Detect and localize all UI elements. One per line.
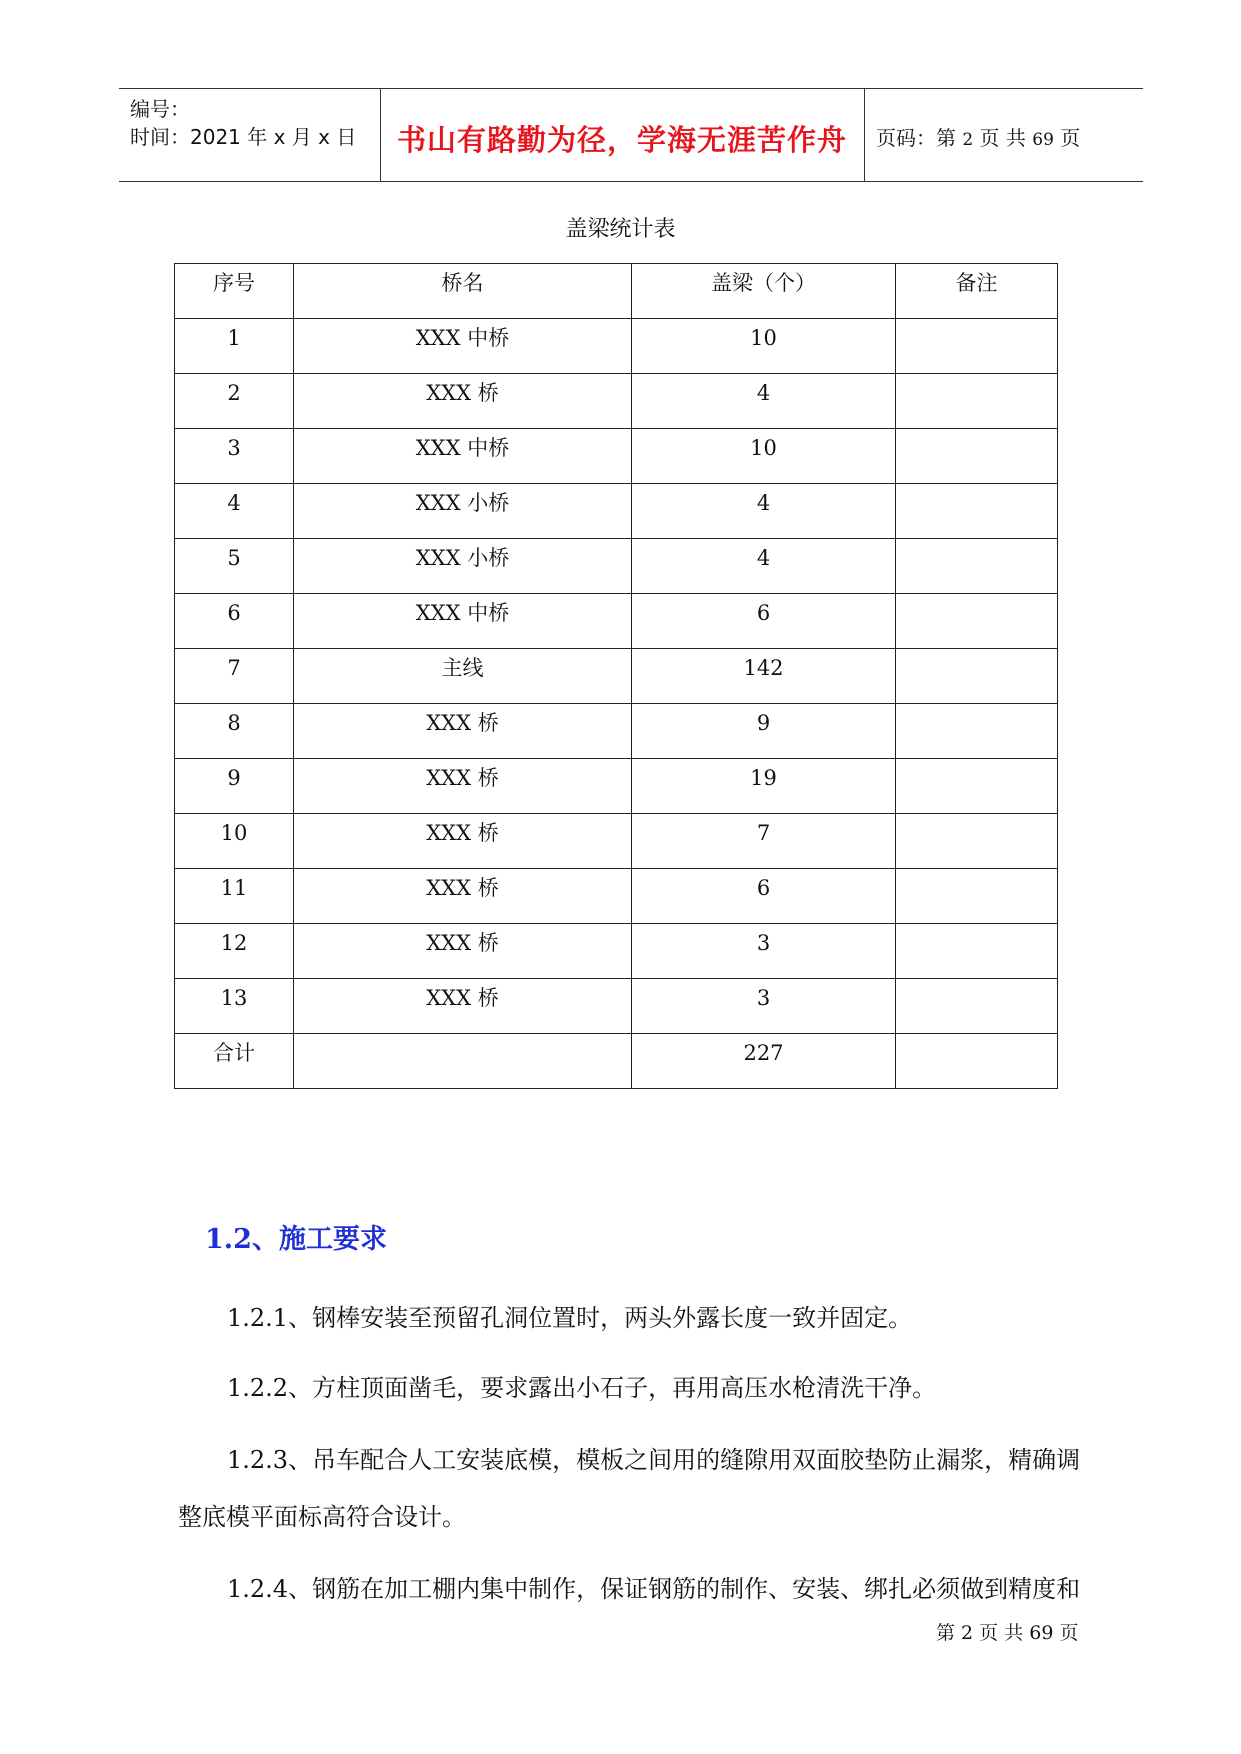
cell-bridge-name: XXX 桥 [294,374,632,429]
col-header-bridge-name: 桥名 [294,264,632,319]
table-row [175,704,1058,759]
cell-capbeam-count: 3 [632,924,896,979]
cell-index: 7 [175,649,294,704]
cell-capbeam-count: 9 [632,704,896,759]
cell-index: 13 [175,979,294,1034]
cell-index: 5 [175,539,294,594]
cell-bridge-name: 主线 [294,649,632,704]
cell-capbeam-count: 4 [632,539,896,594]
cell-index: 6 [175,594,294,649]
table-row [175,319,1058,374]
cell-capbeam-count: 19 [632,759,896,814]
cell-bridge-name: XXX 桥 [294,704,632,759]
cell-bridge-name: XXX 桥 [294,814,632,869]
page-prefix: 页码：第 [876,126,956,150]
cell-capbeam-count: 6 [632,594,896,649]
cell-remarks [896,374,1058,429]
cell-bridge-name: XXX 中桥 [294,319,632,374]
table-total-row [175,1034,1058,1089]
paragraph-1-2-3-line2: 整底模平面标高符合设计。 [178,1503,466,1531]
cell-remarks [896,924,1058,979]
cell-bridge-name: XXX 小桥 [294,539,632,594]
cell-bridge-name [294,1034,632,1089]
cell-remarks [896,1034,1058,1089]
header-bottom-rule [119,181,1143,182]
paragraph-1-2-1: 1.2.1、钢棒安装至预留孔洞位置时，两头外露长度一致并固定。 [227,1304,913,1332]
capbeam-stats-table [174,263,1058,1089]
page-footer: 第 2 页 共 69 页 [936,1622,1079,1644]
table-row [175,924,1058,979]
cell-total-count: 227 [632,1034,896,1089]
table-header-row [175,264,1058,319]
cell-capbeam-count: 7 [632,814,896,869]
cell-remarks [896,704,1058,759]
cell-index: 10 [175,814,294,869]
cell-total-label: 合计 [175,1034,294,1089]
cell-index: 12 [175,924,294,979]
cell-index: 11 [175,869,294,924]
cell-remarks [896,484,1058,539]
document-number-label: 编号： [130,97,190,121]
cell-bridge-name: XXX 中桥 [294,594,632,649]
cell-capbeam-count: 142 [632,649,896,704]
cell-remarks [896,814,1058,869]
cell-remarks [896,759,1058,814]
section-heading: 1.2、施工要求 [205,1224,387,1255]
cell-capbeam-count: 4 [632,484,896,539]
document-time-label: 时间：2021 年 x 月 x 日 [130,125,357,149]
cell-bridge-name: XXX 桥 [294,924,632,979]
page-middle: 页 共 [979,126,1026,150]
table-row [175,594,1058,649]
cell-capbeam-count: 10 [632,429,896,484]
cell-index: 9 [175,759,294,814]
cell-index: 1 [175,319,294,374]
cell-capbeam-count: 4 [632,374,896,429]
cell-remarks [896,594,1058,649]
cell-remarks [896,319,1058,374]
table-row [175,539,1058,594]
cell-capbeam-count: 6 [632,869,896,924]
header-motto: 书山有路勤为径，学海无涯苦作舟 [396,123,847,157]
col-header-capbeam-count: 盖梁（个） [632,264,896,319]
header-divider-right [864,88,865,181]
cell-remarks [896,539,1058,594]
col-header-index: 序号 [175,264,294,319]
table-row [175,484,1058,539]
cell-bridge-name: XXX 桥 [294,869,632,924]
table-row [175,429,1058,484]
cell-bridge-name: XXX 桥 [294,759,632,814]
paragraph-1-2-3-line1: 1.2.3、吊车配合人工安装底模，模板之间用的缝隙用双面胶垫防止漏浆，精确调 [227,1446,1081,1474]
table-row [175,374,1058,429]
cell-bridge-name: XXX 小桥 [294,484,632,539]
table-row [175,649,1058,704]
cell-index: 8 [175,704,294,759]
paragraph-1-2-2: 1.2.2、方柱顶面凿毛，要求露出小石子，再用高压水枪清洗干净。 [227,1374,937,1402]
cell-remarks [896,979,1058,1034]
table-row [175,869,1058,924]
cell-index: 4 [175,484,294,539]
table-row [175,814,1058,869]
page-suffix: 页 [1060,126,1081,150]
cell-index: 3 [175,429,294,484]
header-page-indicator [876,122,1080,151]
cell-remarks [896,869,1058,924]
cell-bridge-name: XXX 桥 [294,979,632,1034]
table-title: 盖梁统计表 [565,217,676,242]
cell-remarks [896,429,1058,484]
cell-bridge-name: XXX 中桥 [294,429,632,484]
cell-capbeam-count: 3 [632,979,896,1034]
cell-remarks [896,649,1058,704]
cell-index: 2 [175,374,294,429]
page-total: 69 [1032,130,1054,150]
header-top-rule [119,88,1143,89]
col-header-remarks: 备注 [896,264,1058,319]
table-row [175,759,1058,814]
table-row [175,979,1058,1034]
page-current: 2 [962,130,974,150]
cell-capbeam-count: 10 [632,319,896,374]
paragraph-1-2-4: 1.2.4、钢筋在加工棚内集中制作，保证钢筋的制作、安装、绑扎必须做到精度和 [227,1575,1081,1603]
